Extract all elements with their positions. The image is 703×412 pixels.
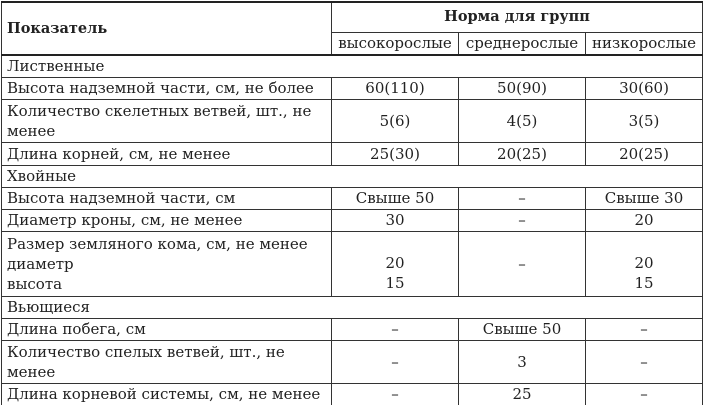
table-row <box>2 187 703 209</box>
table-row <box>2 383 703 405</box>
value-low: 20(25) <box>586 142 703 165</box>
header-group-mid: среднерослые <box>459 32 586 55</box>
row-label: Длина корневой системы, см, не менее <box>2 383 332 405</box>
value-high: 30 <box>332 209 459 231</box>
value-high: 25(30) <box>332 142 459 165</box>
section-title-deciduous: Лиственные <box>2 55 332 77</box>
row-label: Количество спелых ветвей, шт., не менее <box>2 340 332 383</box>
row-label: Длина побега, см <box>2 318 332 340</box>
value-mid: – <box>459 231 586 296</box>
value-mid: 4(5) <box>459 99 586 142</box>
row-sublabel-diameter: диаметр <box>7 254 74 273</box>
row-label: Диаметр кроны, см, не менее <box>2 209 332 231</box>
value-diameter: 20 <box>385 253 405 272</box>
value-low <box>586 231 703 296</box>
value-low: 20 <box>586 209 703 231</box>
value-low: 30(60) <box>586 77 703 99</box>
table-row <box>2 231 703 296</box>
section-title-climbing: Вьющиеся <box>2 296 332 318</box>
table-row <box>2 99 703 142</box>
row-label: Размер земляного кома, см, не менее <box>7 234 308 253</box>
value-high <box>332 231 459 296</box>
value-high: – <box>332 383 459 405</box>
value-diameter: 20 <box>634 253 654 272</box>
value-mid: 20(25) <box>459 142 586 165</box>
value-high: 5(6) <box>332 99 459 142</box>
norms-table <box>1 1 703 405</box>
value-mid: 25 <box>459 383 586 405</box>
table-row <box>2 318 703 340</box>
value-mid: Свыше 50 <box>459 318 586 340</box>
table-row <box>2 142 703 165</box>
header-indicator: Показатель <box>2 2 332 55</box>
row-label: Высота надземной части, см, не более <box>2 77 332 99</box>
table-row <box>2 209 703 231</box>
header-group-high: высокорослые <box>332 32 459 55</box>
value-high: – <box>332 340 459 383</box>
value-high: – <box>332 318 459 340</box>
value-mid: 3 <box>459 340 586 383</box>
row-label: Длина корней, см, не менее <box>2 142 332 165</box>
value-mid: 50(90) <box>459 77 586 99</box>
row-label: Высота надземной части, см <box>2 187 332 209</box>
row-label-root-ball <box>2 231 332 296</box>
value-mid: – <box>459 187 586 209</box>
value-high: Свыше 50 <box>332 187 459 209</box>
value-height: 15 <box>634 273 654 292</box>
value-low: – <box>586 340 703 383</box>
value-low: – <box>586 318 703 340</box>
header-group-norm: Норма для групп <box>332 2 703 32</box>
value-low: 3(5) <box>586 99 703 142</box>
table-row <box>2 340 703 383</box>
value-low: Свыше 30 <box>586 187 703 209</box>
row-sublabel-height: высота <box>7 274 63 293</box>
value-low: – <box>586 383 703 405</box>
row-label: Количество скелетных ветвей, шт., не менее <box>2 99 332 142</box>
section-title-conifers: Хвойные <box>2 165 332 187</box>
value-mid: – <box>459 209 586 231</box>
table-row <box>2 77 703 99</box>
value-high: 60(110) <box>332 77 459 99</box>
header-group-low: низкорослые <box>586 32 703 55</box>
value-height: 15 <box>385 273 405 292</box>
